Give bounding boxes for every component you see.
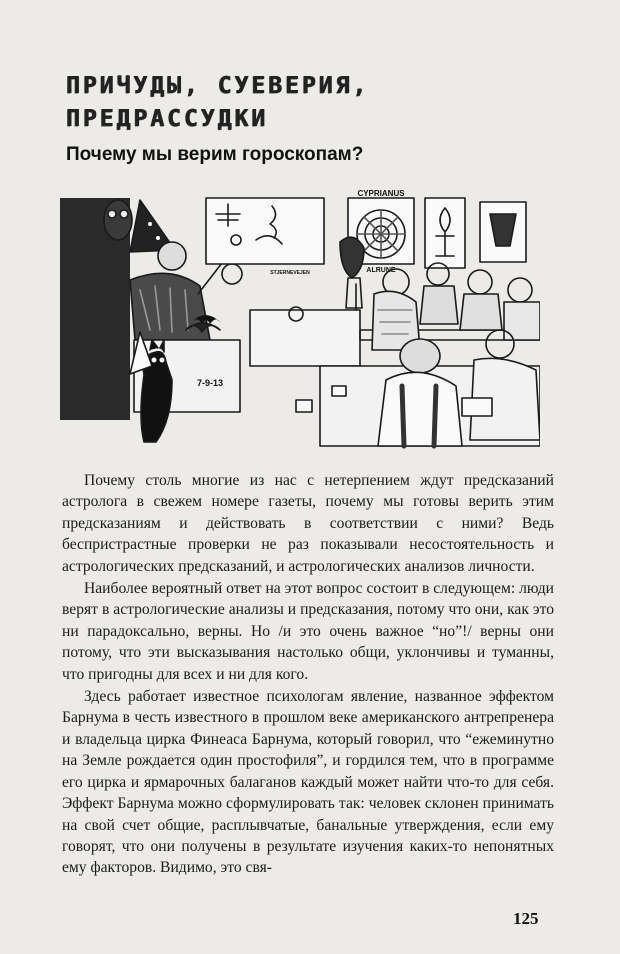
- classroom-cartoon-illustration: [60, 190, 540, 450]
- paragraph-3: Здесь работает известное психологам явление, названное эффектом Барнума в честь известного в прошлом веке американского антрепренера и владельца цирка Финеаса Барнума, который говорил, что “ежеминутно на Земле рождается один простофиля”, и гордился тем, что в программе его цирка и ярмарочных балаганов каждый может найти что-то для себя. Эффект Барнума можно сформулировать так: человек склонен принимать на свой счет общие, расплывчатые, банальные утверждения, если ему говорят, что они получены в результате изучения каких-то непонятных ему факторов. Видимо, это свя-: [62, 688, 554, 877]
- body-text: [62, 470, 554, 880]
- chapter-title: [66, 70, 536, 136]
- section-title: Почему мы верим гороскопам?: [66, 144, 364, 165]
- chapter-title-line-2: ПРЕДРАССУДКИ: [66, 106, 269, 132]
- paragraph-2: Наиболее вероятный ответ на этот вопрос состоит в следующем: люди верят в астрологические анализы и предсказания, потому что они, как это ни парадоксально, верны. Но /и это очень важное “но”!/ верны они потому, что эти высказывания настолько общи, уклончивы и туманны, что пригодны для всех и ни для кого.: [62, 580, 554, 683]
- page-number: 125: [513, 909, 539, 928]
- cyprianus-label: CYPRIANUS: [357, 190, 405, 198]
- date-label: 7-9-13: [196, 378, 224, 388]
- paragraph-1: Почему столь многие из нас с нетерпением ждут предсказаний астролога в свежем номере газеты, почему мы готовы верить этим предсказаниям и действовать в соответствии с ними? Ведь беспристрастные проверки не раз показывали несостоятельность и астрологических предсказаний, и астрологических анализов личности.: [62, 472, 554, 575]
- alrune-label: ALRUNE: [366, 267, 396, 274]
- stjernevejen-label: STJERNEVEJEN: [270, 270, 310, 276]
- chapter-title-line-1: ПРИЧУДЫ, СУЕВЕРИЯ,: [66, 73, 370, 99]
